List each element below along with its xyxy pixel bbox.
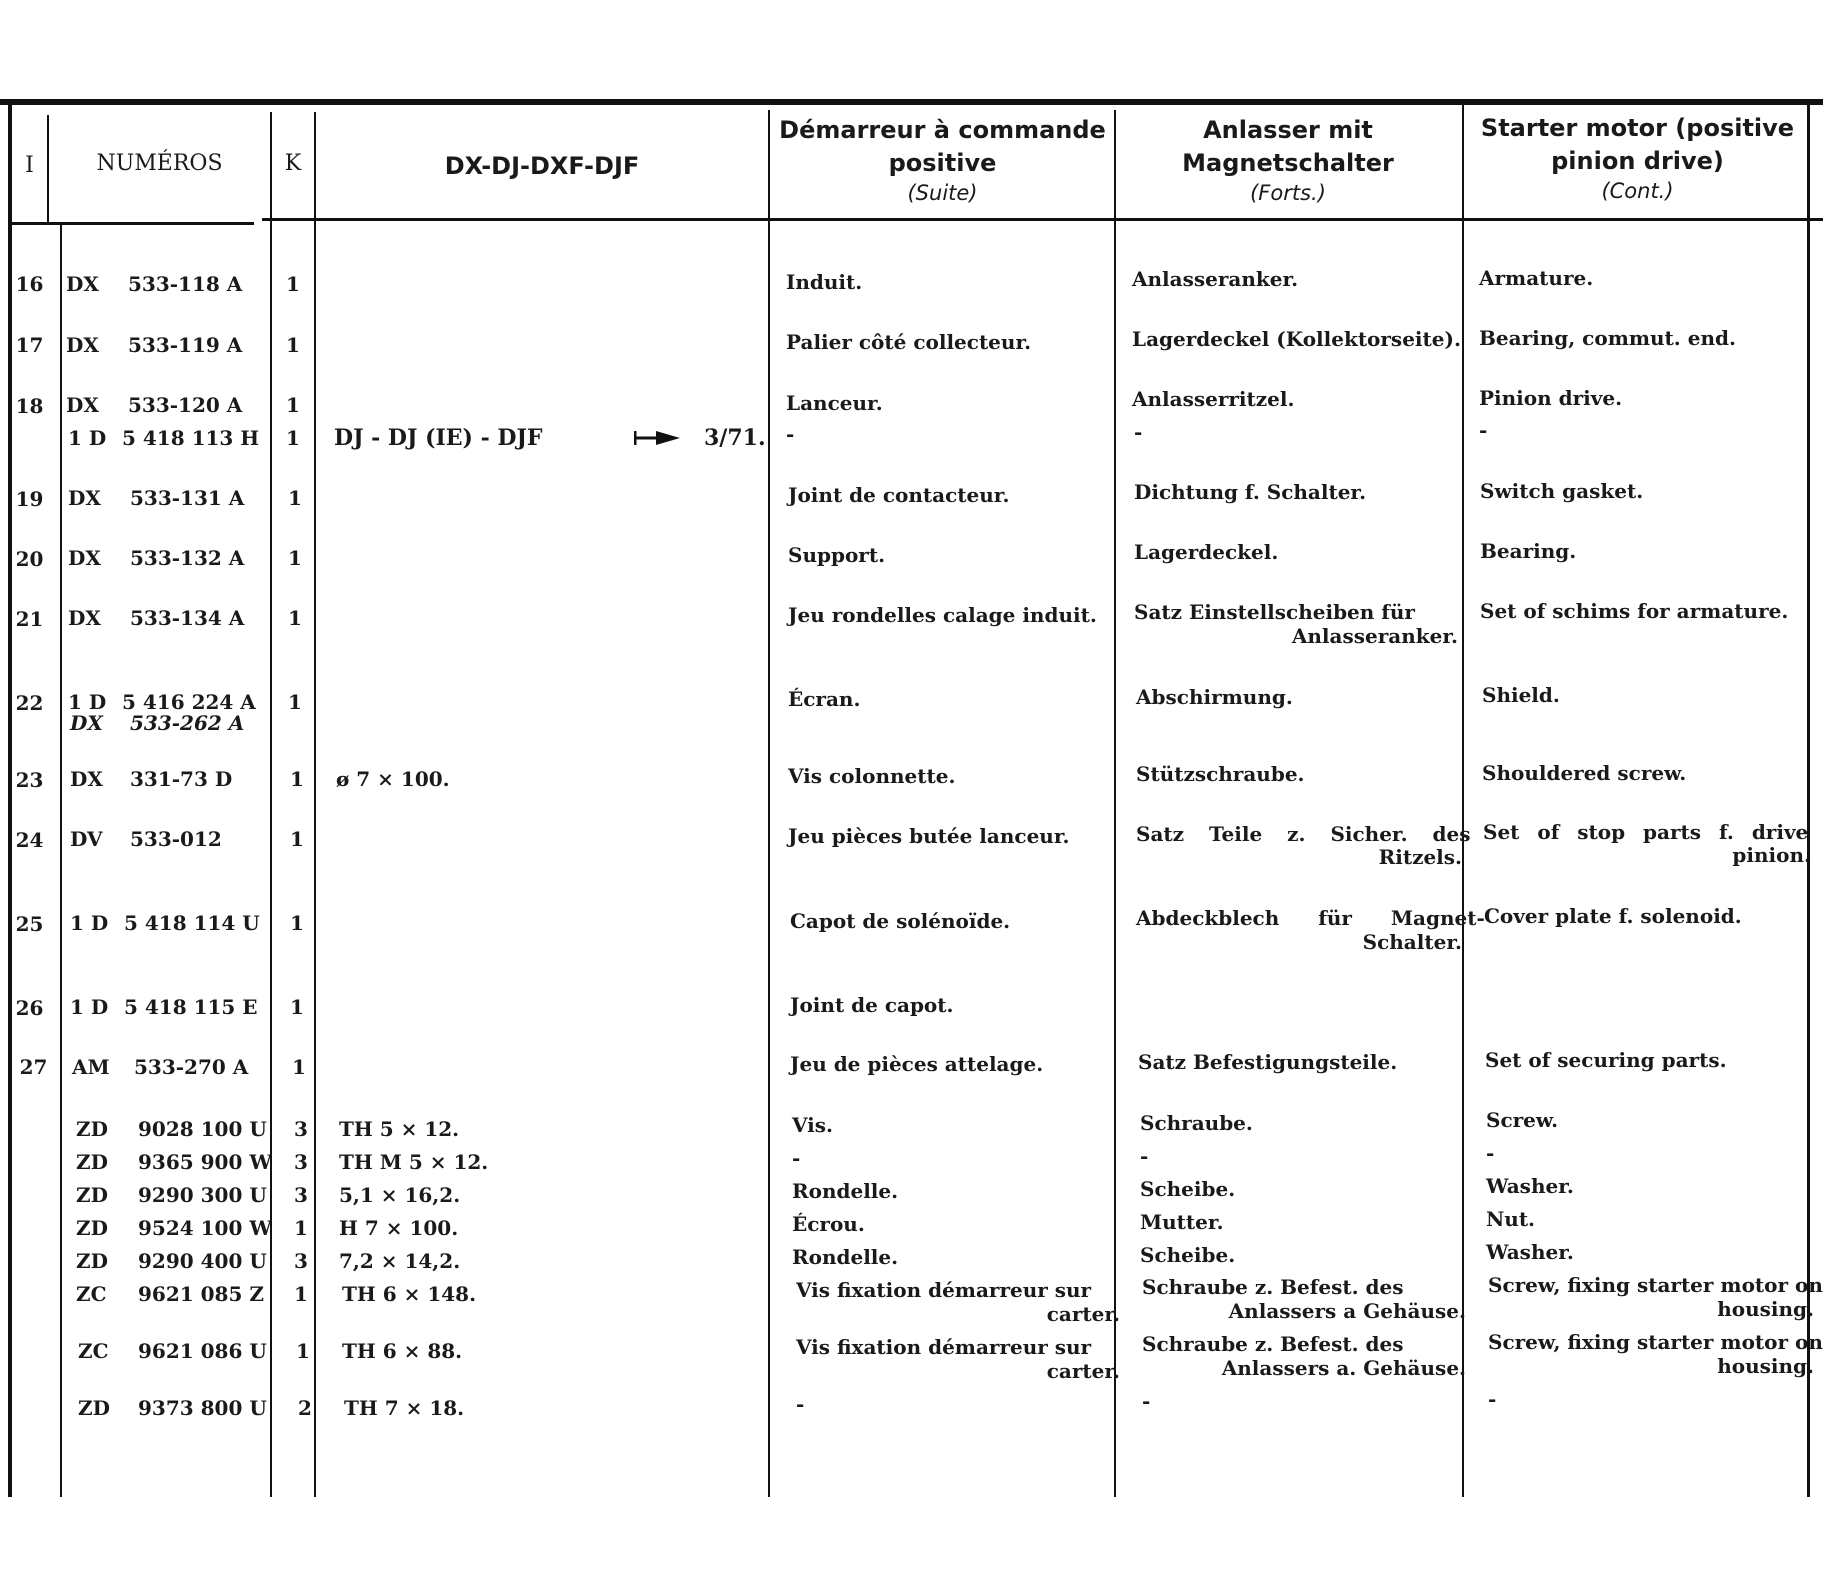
part-number: 533-012 [130, 827, 222, 851]
desc-french: Vis. [792, 1113, 833, 1137]
desc-german: Abschirmung. [1136, 685, 1293, 709]
part-number-alt: 533-262 A [130, 711, 245, 735]
arrow-right-icon [634, 428, 682, 448]
part-prefix-alt: DX [70, 711, 103, 735]
application: DJ - DJ (IE) - DJF [334, 425, 543, 451]
part-prefix: DX [66, 333, 99, 357]
part-number: 9290 300 U [138, 1183, 267, 1207]
desc-german: Satz Befestigungsteile. [1138, 1050, 1398, 1074]
desc-french: Écran. [788, 687, 861, 711]
desc-german: Mutter. [1140, 1210, 1224, 1234]
column-rule [270, 112, 272, 1497]
desc-english: Pinion drive. [1479, 386, 1623, 410]
desc-french: Lanceur. [786, 391, 883, 415]
row-index: 25 [15, 912, 44, 936]
part-prefix: ZD [76, 1150, 108, 1174]
part-number: 9524 100 W [138, 1216, 272, 1240]
desc-english-line-1: Set of stop parts f. drive [1483, 820, 1809, 844]
application: TH 7 × 18. [344, 1396, 465, 1420]
desc-english: Switch gasket. [1480, 479, 1644, 503]
desc-english-line-2: housing. [1717, 1297, 1814, 1321]
part-number: 331-73 D [130, 767, 233, 791]
part-number: 9028 100 U [138, 1117, 267, 1141]
desc-german-line-2: Ritzels. [1378, 845, 1462, 869]
desc-german: - [1140, 1144, 1149, 1168]
desc-french: Joint de contacteur. [788, 483, 1010, 507]
part-prefix: 1 D [70, 995, 109, 1019]
desc-german: Scheibe. [1140, 1243, 1236, 1267]
desc-french-line-1: Vis fixation démarreur sur [796, 1278, 1092, 1302]
desc-english: Screw. [1486, 1108, 1559, 1132]
application: ø 7 × 100. [336, 767, 450, 791]
part-qty: 1 [290, 995, 304, 1019]
desc-english: Bearing. [1480, 539, 1577, 563]
desc-german-line-1: Schraube z. Befest. des [1142, 1275, 1404, 1299]
row-index: 21 [15, 607, 44, 631]
application: TH M 5 × 12. [339, 1150, 489, 1174]
desc-german-line-2: Schalter. [1362, 930, 1462, 954]
part-prefix: DX [66, 393, 99, 417]
part-number: 5 418 114 U [124, 911, 260, 935]
application: 7,2 × 14,2. [339, 1249, 461, 1273]
header-french-title: Démarreur à commande positive [779, 116, 1106, 177]
row-index: 27 [19, 1055, 48, 1079]
part-qty: 3 [294, 1150, 308, 1174]
column-rule [8, 105, 12, 1497]
top-rule [0, 99, 1823, 105]
desc-english: Set of schims for armature. [1480, 599, 1789, 623]
header-french [775, 114, 1110, 206]
application: TH 5 × 12. [339, 1117, 460, 1141]
desc-german: Stützschraube. [1136, 762, 1305, 786]
part-qty: 1 [290, 911, 304, 935]
desc-french: Rondelle. [792, 1179, 899, 1203]
desc-german-line-1: Abdeckblech für Magnet- [1136, 906, 1485, 930]
part-number: 533-270 A [134, 1055, 249, 1079]
desc-french: Rondelle. [792, 1245, 899, 1269]
part-qty: 1 [290, 767, 304, 791]
header-english [1470, 112, 1805, 204]
desc-french-line-1: Vis fixation démarreur sur [796, 1335, 1092, 1359]
header-german-sub: (Forts.) [1250, 181, 1326, 205]
part-qty: 2 [298, 1396, 312, 1420]
desc-french: Jeu pièces butée lanceur. [788, 824, 1070, 848]
part-prefix: 1 D [68, 690, 107, 714]
header-english-title: Starter motor (positive pinion drive) [1480, 114, 1795, 175]
desc-french: Induit. [786, 270, 863, 294]
header-index: I [25, 153, 34, 178]
part-number: 533-132 A [130, 546, 245, 570]
part-prefix: ZC [78, 1339, 109, 1363]
part-qty: 1 [286, 426, 300, 450]
part-qty: 1 [290, 827, 304, 851]
desc-english: Washer. [1486, 1174, 1574, 1198]
desc-english-line-1: Screw, fixing starter motor on [1488, 1273, 1823, 1297]
part-qty: 1 [294, 1282, 308, 1306]
desc-french: - [792, 1146, 801, 1170]
part-number: 9621 086 U [138, 1339, 267, 1363]
part-number: 5 418 115 E [124, 995, 258, 1019]
part-number: 9290 400 U [138, 1249, 267, 1273]
part-prefix: DX [66, 272, 99, 296]
row-index: 17 [15, 333, 44, 357]
desc-french: Joint de capot. [790, 993, 954, 1017]
part-qty: 1 [288, 606, 302, 630]
column-rule [1114, 110, 1116, 1497]
part-qty: 1 [288, 546, 302, 570]
part-number: 533-118 A [128, 272, 243, 296]
desc-french: Support. [788, 543, 886, 567]
row-index: 24 [15, 828, 44, 852]
desc-french-line-2: carter. [1046, 1359, 1120, 1383]
desc-english: Cover plate f. solenoid. [1484, 904, 1742, 928]
header-numbers: NUMÉROS [96, 151, 223, 176]
row-index: 16 [15, 272, 44, 296]
row-index: 20 [15, 547, 44, 571]
part-number: 9365 900 W [138, 1150, 272, 1174]
part-prefix: ZD [76, 1216, 108, 1240]
column-rule [60, 225, 62, 1497]
column-rule [1462, 105, 1464, 1497]
desc-english-line-2: pinion. [1732, 843, 1811, 867]
desc-french: Capot de solénoïde. [790, 909, 1011, 933]
part-qty: 3 [294, 1183, 308, 1207]
date-note: 3/71. [704, 425, 766, 451]
part-qty: 1 [286, 333, 300, 357]
desc-french: Palier côté collecteur. [786, 330, 1032, 354]
desc-french-line-2: carter. [1046, 1302, 1120, 1326]
part-prefix: ZD [78, 1396, 110, 1420]
part-prefix: DX [70, 767, 103, 791]
row-index: 19 [15, 487, 44, 511]
desc-german-line-2: Anlassers a Gehäuse. [1228, 1299, 1466, 1323]
part-qty: 1 [296, 1339, 310, 1363]
part-qty: 1 [288, 690, 302, 714]
application: TH 6 × 148. [342, 1282, 477, 1306]
desc-german: - [1142, 1389, 1151, 1413]
part-prefix: ZC [76, 1282, 107, 1306]
application: H 7 × 100. [339, 1216, 459, 1240]
desc-german-line-1: Schraube z. Befest. des [1142, 1332, 1404, 1356]
part-qty: 1 [286, 393, 300, 417]
desc-german: Anlasserritzel. [1132, 387, 1295, 411]
header-qty: K [284, 151, 302, 176]
part-prefix: DX [68, 606, 101, 630]
desc-english: Armature. [1479, 266, 1594, 290]
part-qty: 3 [294, 1249, 308, 1273]
desc-german-line-2: Anlassers a. Gehäuse. [1221, 1356, 1466, 1380]
part-prefix: ZD [76, 1117, 108, 1141]
part-number: 5 418 113 H [122, 426, 260, 450]
part-qty: 1 [288, 486, 302, 510]
application: TH 6 × 88. [342, 1339, 463, 1363]
desc-german-line-1: Satz Einstellscheiben für [1134, 600, 1415, 624]
desc-german: - [1134, 420, 1143, 444]
desc-english: Shield. [1482, 683, 1560, 707]
part-qty: 1 [294, 1216, 308, 1240]
desc-french: Vis colonnette. [788, 764, 956, 788]
header-english-sub: (Cont.) [1601, 179, 1674, 203]
desc-english: Nut. [1486, 1207, 1536, 1231]
desc-german: Lagerdeckel (Kollektorseite). [1132, 327, 1461, 351]
row-index: 18 [15, 394, 44, 418]
header-german [1138, 114, 1438, 206]
desc-german: Lagerdeckel. [1134, 540, 1279, 564]
part-number: 533-120 A [128, 393, 243, 417]
part-qty: 1 [286, 272, 300, 296]
part-prefix: AM [72, 1055, 110, 1079]
desc-english: - [1479, 418, 1488, 442]
desc-english-line-2: housing. [1717, 1354, 1814, 1378]
header-rule-right [262, 218, 1823, 221]
desc-english: Set of securing parts. [1485, 1048, 1727, 1072]
part-prefix: DV [70, 827, 103, 851]
part-number: 9621 085 Z [138, 1282, 264, 1306]
desc-english: - [1486, 1141, 1495, 1165]
header-french-sub: (Suite) [907, 181, 978, 205]
column-rule [768, 110, 770, 1497]
part-prefix: 1 D [70, 911, 109, 935]
part-number: 533-119 A [128, 333, 243, 357]
header-german-title: Anlasser mit Magnetschalter [1182, 116, 1394, 177]
desc-english: - [1488, 1387, 1497, 1411]
desc-german-line-1: Satz Teile z. Sicher. des [1136, 822, 1471, 846]
part-qty: 1 [292, 1055, 306, 1079]
desc-german: Scheibe. [1140, 1177, 1236, 1201]
part-prefix: ZD [76, 1183, 108, 1207]
row-index: 22 [15, 691, 44, 715]
desc-french: Écrou. [792, 1212, 865, 1236]
part-prefix: 1 D [68, 426, 107, 450]
desc-french: - [796, 1392, 805, 1416]
application: 5,1 × 16,2. [339, 1183, 461, 1207]
desc-german-line-2: Anlasseranker. [1291, 624, 1458, 648]
desc-french: Jeu rondelles calage induit. [788, 603, 1097, 627]
desc-german: Dichtung f. Schalter. [1134, 480, 1367, 504]
desc-german: Anlasseranker. [1132, 267, 1299, 291]
desc-french: - [786, 422, 795, 446]
header-models: DX-DJ-DXF-DJF [444, 152, 640, 180]
part-number: 533-134 A [130, 606, 245, 630]
part-prefix: ZD [76, 1249, 108, 1273]
part-number: 5 416 224 A [122, 690, 256, 714]
part-number: 9373 800 U [138, 1396, 267, 1420]
desc-french: Jeu de pièces attelage. [790, 1052, 1044, 1076]
part-qty: 3 [294, 1117, 308, 1141]
desc-german: Schraube. [1140, 1111, 1253, 1135]
part-number: 533-131 A [130, 486, 245, 510]
desc-english: Shouldered screw. [1482, 761, 1687, 785]
part-prefix: DX [68, 486, 101, 510]
desc-english: Bearing, commut. end. [1479, 326, 1736, 350]
part-prefix: DX [68, 546, 101, 570]
row-index: 23 [15, 768, 44, 792]
desc-english: Washer. [1486, 1240, 1574, 1264]
row-index: 26 [15, 996, 44, 1020]
desc-english-line-1: Screw, fixing starter motor on [1488, 1330, 1823, 1354]
